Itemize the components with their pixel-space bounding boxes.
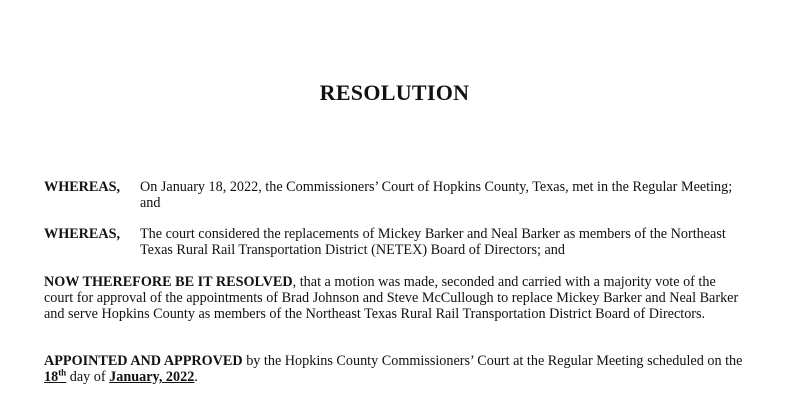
whereas-label: WHEREAS, — [44, 226, 121, 242]
whereas-label: WHEREAS, — [44, 179, 121, 195]
approved-paragraph — [44, 353, 744, 385]
approved-day-number: 18 — [44, 369, 59, 385]
resolved-text: , that a motion was made, seconded and carried with a majority vote of the court for approval of the appointments of Brad Johnson and Steve McCullough to replace Mickey Barker and Neal Barker and serve Hopkins County as members of the Northeast Texas Rural Rail Transportation District Board of Directors. — [44, 274, 739, 322]
whereas-text: On January 18, 2022, the Commissioners’ Court of Hopkins County, Texas, met in the Regular Meeting; and — [140, 179, 733, 211]
approved-text: by the Hopkins County Commissioners’ Court at the Regular Meeting scheduled on the — [242, 353, 743, 369]
whereas-clause-1 — [44, 179, 744, 211]
approved-day — [44, 369, 66, 385]
approved-month-year: January, 2022 — [109, 369, 195, 385]
resolved-lead: NOW THEREFORE BE IT RESOLVED — [44, 274, 293, 290]
whereas-text: The court considered the replacements of Mickey Barker and Neal Barker as members of the Northeast Texas Rural Rail Transportation District (NETEX) Board of Directors; and — [140, 226, 726, 258]
resolved-paragraph — [44, 274, 744, 322]
whereas-clause-2 — [44, 226, 744, 258]
approved-text-end: . — [194, 369, 198, 385]
document-title: RESOLUTION — [319, 80, 470, 105]
approved-lead: APPOINTED AND APPROVED — [44, 353, 243, 369]
approved-text-middle: day of — [66, 369, 110, 385]
approved-day-suffix: th — [58, 367, 67, 378]
